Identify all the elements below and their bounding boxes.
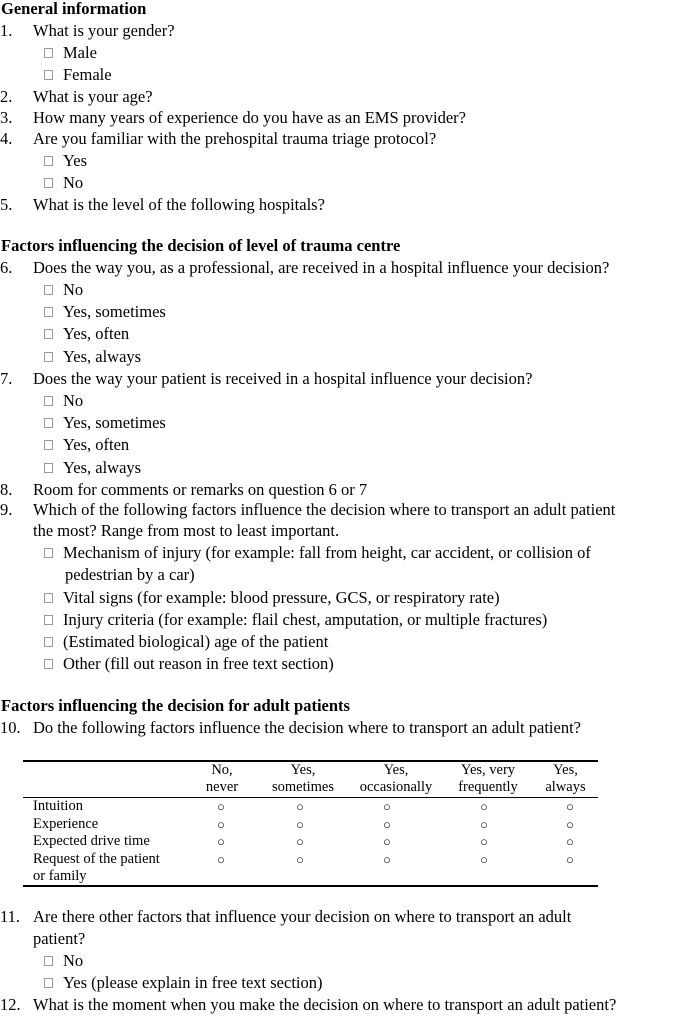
checkbox-icon[interactable] bbox=[44, 548, 53, 558]
checkbox-icon[interactable] bbox=[44, 956, 53, 966]
checkbox-icon[interactable] bbox=[44, 978, 53, 988]
radio-button[interactable]: ○ bbox=[217, 799, 225, 814]
section-heading-general: General information bbox=[1, 0, 147, 18]
section-heading-factors-adult: Factors influencing the decision for adult patients bbox=[1, 696, 350, 715]
checkbox-icon[interactable] bbox=[44, 285, 53, 295]
row-label-request-patient-family: Request of the patient bbox=[33, 851, 160, 867]
question-number: 1. bbox=[0, 21, 13, 40]
option-no[interactable]: No bbox=[44, 390, 83, 412]
radio-button[interactable]: ○ bbox=[383, 852, 391, 867]
checkbox-icon[interactable] bbox=[44, 615, 53, 625]
question-text-continued: patient? bbox=[33, 929, 86, 948]
column-header-yes-very-frequently: Yes, very frequently bbox=[458, 762, 518, 795]
radio-button[interactable]: ○ bbox=[383, 834, 391, 849]
table-header-rule bbox=[23, 797, 598, 798]
column-header-yes-always: Yes, always bbox=[545, 762, 586, 795]
radio-button[interactable]: ○ bbox=[480, 834, 488, 849]
option-female[interactable]: Female bbox=[44, 64, 112, 86]
option-age[interactable]: (Estimated biological) age of the patient bbox=[44, 631, 328, 653]
checkbox-icon[interactable] bbox=[44, 352, 53, 362]
radio-button[interactable]: ○ bbox=[566, 834, 574, 849]
radio-button[interactable]: ○ bbox=[296, 817, 304, 832]
likert-table bbox=[23, 760, 598, 887]
option-yes-sometimes[interactable]: Yes, sometimes bbox=[44, 412, 166, 434]
question-number: 3. bbox=[0, 108, 13, 127]
checkbox-icon[interactable] bbox=[44, 307, 53, 317]
option-mechanism-of-injury[interactable]: Mechanism of injury (for example: fall from height, car accident, or collision of bbox=[44, 542, 591, 564]
question-number: 9. bbox=[0, 500, 13, 519]
option-yes-always[interactable]: Yes, always bbox=[44, 457, 141, 479]
checkbox-icon[interactable] bbox=[44, 48, 53, 58]
option-no[interactable]: No bbox=[44, 279, 83, 301]
question-text: Does the way your patient is received in a hospital influence your decision? bbox=[33, 369, 533, 388]
question-number: 5. bbox=[0, 195, 13, 214]
option-yes-often[interactable]: Yes, often bbox=[44, 323, 129, 345]
row-label-experience: Experience bbox=[33, 816, 99, 832]
radio-button[interactable]: ○ bbox=[480, 817, 488, 832]
radio-button[interactable]: ○ bbox=[383, 817, 391, 832]
section-heading-factors-level: Factors influencing the decision of level of trauma centre bbox=[1, 236, 401, 255]
question-text: Are you familiar with the prehospital trauma triage protocol? bbox=[33, 129, 437, 148]
option-male[interactable]: Male bbox=[44, 42, 97, 64]
question-number: 2. bbox=[0, 87, 13, 106]
row-label-continued: or family bbox=[33, 868, 87, 884]
radio-button[interactable]: ○ bbox=[566, 799, 574, 814]
option-no[interactable]: No bbox=[44, 950, 83, 972]
option-yes-often[interactable]: Yes, often bbox=[44, 434, 129, 456]
option-injury-criteria[interactable]: Injury criteria (for example: flail chest, amputation, or multiple fractures) bbox=[44, 609, 547, 631]
option-vital-signs[interactable]: Vital signs (for example: blood pressure, GCS, or respiratory rate) bbox=[44, 587, 500, 609]
radio-button[interactable]: ○ bbox=[217, 852, 225, 867]
question-text: Which of the following factors influence the decision where to transport an adult patient bbox=[33, 500, 616, 519]
option-no[interactable]: No bbox=[44, 172, 83, 194]
question-number: 8. bbox=[0, 480, 13, 499]
question-number: 6. bbox=[0, 258, 13, 277]
question-number: 12. bbox=[0, 995, 21, 1014]
question-number: 10. bbox=[0, 718, 21, 737]
question-text: Are there other factors that influence your decision on where to transport an adult bbox=[33, 907, 572, 926]
checkbox-icon[interactable] bbox=[44, 396, 53, 406]
question-text: Do the following factors influence the decision where to transport an adult patient? bbox=[33, 718, 581, 737]
radio-button[interactable]: ○ bbox=[480, 799, 488, 814]
checkbox-icon[interactable] bbox=[44, 156, 53, 166]
radio-button[interactable]: ○ bbox=[296, 834, 304, 849]
option-yes[interactable]: Yes bbox=[44, 150, 87, 172]
radio-button[interactable]: ○ bbox=[217, 817, 225, 832]
radio-button[interactable]: ○ bbox=[296, 852, 304, 867]
option-other[interactable]: Other (fill out reason in free text section) bbox=[44, 653, 334, 675]
radio-button[interactable]: ○ bbox=[566, 852, 574, 867]
checkbox-icon[interactable] bbox=[44, 178, 53, 188]
option-yes-explain[interactable]: Yes (please explain in free text section) bbox=[44, 972, 323, 994]
radio-button[interactable]: ○ bbox=[383, 799, 391, 814]
option-yes-sometimes[interactable]: Yes, sometimes bbox=[44, 301, 166, 323]
checkbox-icon[interactable] bbox=[44, 70, 53, 80]
radio-button[interactable]: ○ bbox=[296, 799, 304, 814]
checkbox-icon[interactable] bbox=[44, 440, 53, 450]
question-text: What is the level of the following hospitals? bbox=[33, 195, 325, 214]
radio-button[interactable]: ○ bbox=[480, 852, 488, 867]
radio-button[interactable]: ○ bbox=[566, 817, 574, 832]
option-text-continued: pedestrian by a car) bbox=[65, 565, 195, 584]
table-bottom-rule bbox=[23, 885, 598, 887]
question-number: 11. bbox=[0, 907, 21, 926]
column-header-yes-occasionally: Yes, occasionally bbox=[359, 762, 433, 795]
checkbox-icon[interactable] bbox=[44, 418, 53, 428]
question-number: 7. bbox=[0, 369, 13, 388]
question-text: What is your age? bbox=[33, 87, 153, 106]
column-header-no-never: No, never bbox=[205, 762, 239, 795]
checkbox-icon[interactable] bbox=[44, 463, 53, 473]
checkbox-icon[interactable] bbox=[44, 593, 53, 603]
option-yes-always[interactable]: Yes, always bbox=[44, 346, 141, 368]
row-label-expected-drive-time: Expected drive time bbox=[33, 833, 150, 849]
column-header-yes-sometimes: Yes, sometimes bbox=[271, 762, 335, 795]
checkbox-icon[interactable] bbox=[44, 637, 53, 647]
question-text: Room for comments or remarks on question 6 or 7 bbox=[33, 480, 368, 499]
checkbox-icon[interactable] bbox=[44, 659, 53, 669]
question-text: How many years of experience do you have as an EMS provider? bbox=[33, 108, 466, 127]
radio-button[interactable]: ○ bbox=[217, 834, 225, 849]
checkbox-icon[interactable] bbox=[44, 329, 53, 339]
row-label-intuition: Intuition bbox=[33, 798, 83, 814]
question-text: Does the way you, as a professional, are received in a hospital influence your decision? bbox=[33, 258, 610, 277]
question-text-continued: the most? Range from most to least important. bbox=[33, 521, 340, 540]
question-text: What is your gender? bbox=[33, 21, 175, 40]
question-text: What is the moment when you make the decision on where to transport an adult patient? bbox=[33, 995, 617, 1014]
question-number: 4. bbox=[0, 129, 13, 148]
